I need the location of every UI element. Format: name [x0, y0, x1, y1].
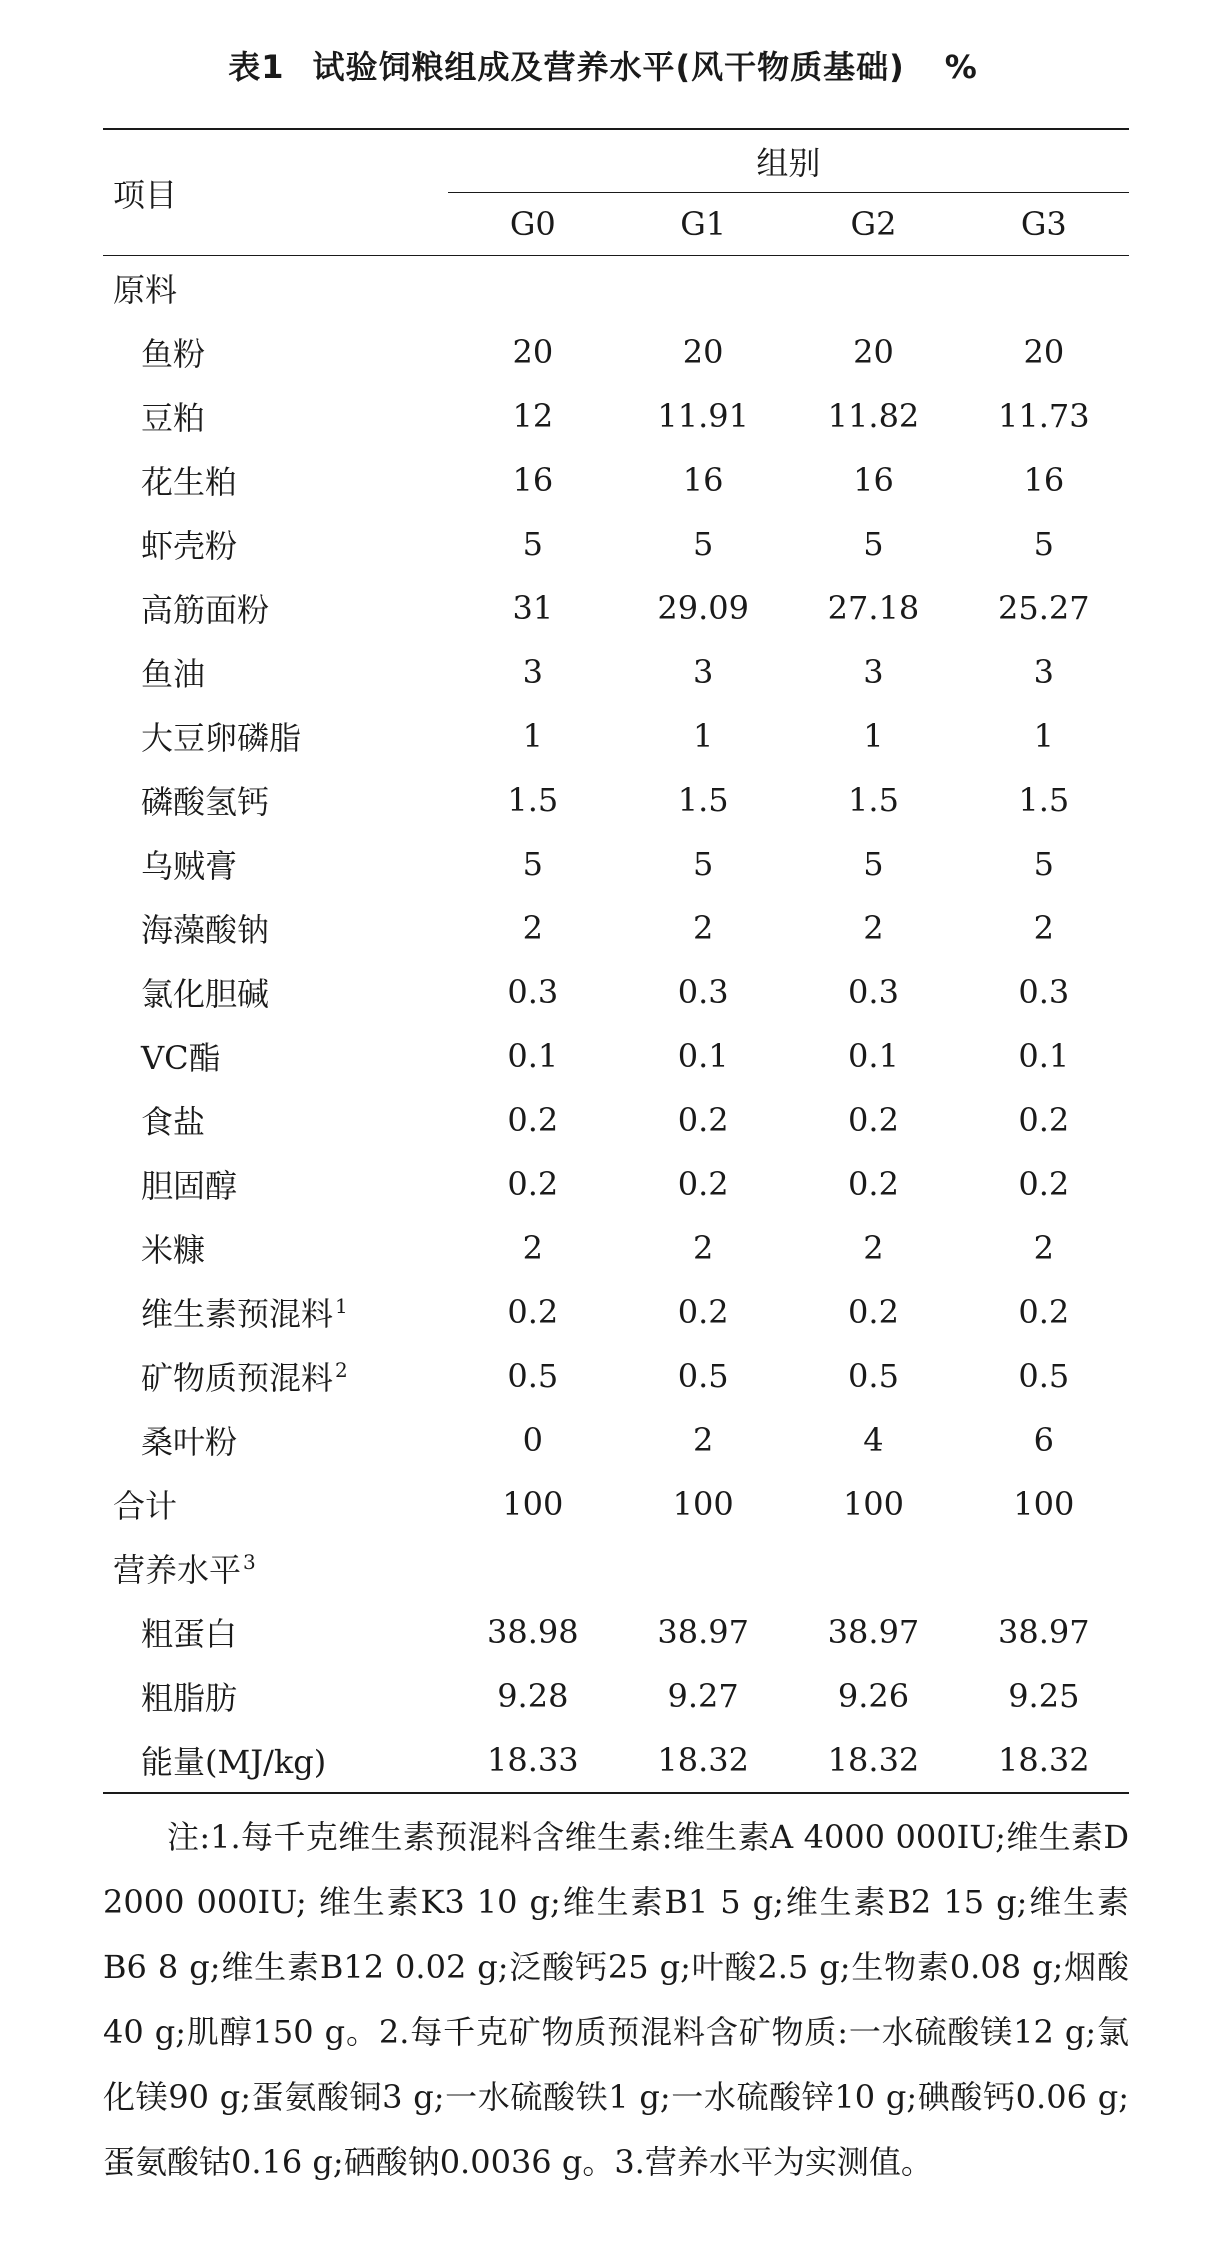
- value-cell: 100: [502, 1485, 564, 1523]
- row-label: [103, 1344, 448, 1408]
- row-label-text: 花生粕: [141, 463, 238, 501]
- row-label-text: 矿物质预混料: [141, 1359, 334, 1397]
- group-g0-header: G0: [448, 193, 618, 256]
- table-notes: [103, 1805, 1129, 2195]
- row-label-text: 鱼油: [141, 655, 206, 693]
- value-cell: 2: [1033, 1229, 1054, 1267]
- row-label-text: 乌贼膏: [141, 847, 238, 885]
- value-cell: 12: [512, 397, 554, 435]
- value-cell: 3: [522, 653, 543, 691]
- value-cell: 0: [522, 1421, 543, 1459]
- row-label-text: 大豆卵磷脂: [141, 719, 302, 757]
- value-cell: 100: [672, 1485, 734, 1523]
- value-cell: [959, 1536, 1129, 1600]
- section-row: [103, 1536, 1129, 1600]
- table-row: [103, 448, 1129, 512]
- value-cell: 0.2: [848, 1101, 899, 1139]
- table-row: [103, 512, 1129, 576]
- value-cell: 9.28: [497, 1677, 569, 1715]
- value-cell: 100: [1013, 1485, 1075, 1523]
- value-cell: 11.91: [657, 397, 749, 435]
- row-label: [103, 1600, 448, 1664]
- row-label: [103, 1024, 448, 1088]
- value-cell: 16: [1023, 461, 1065, 499]
- table-row: [103, 384, 1129, 448]
- value-cell: 2: [1033, 909, 1054, 947]
- row-label-text: 粗蛋白: [141, 1615, 238, 1653]
- value-cell: 5: [522, 525, 543, 563]
- row-label: [103, 1728, 448, 1793]
- row-label-text: 氯化胆碱: [141, 975, 270, 1013]
- value-cell: 11.73: [998, 397, 1090, 435]
- value-cell: 2: [692, 1421, 714, 1459]
- value-cell: 5: [1033, 525, 1054, 563]
- value-cell: 0.2: [1018, 1165, 1070, 1203]
- value-cell: 0.3: [848, 973, 899, 1011]
- value-cell: 38.97: [998, 1613, 1090, 1651]
- value-cell: 2: [863, 1229, 884, 1267]
- group-g3-header: G3: [959, 193, 1129, 256]
- row-label-text: 磷酸氢钙: [141, 783, 270, 821]
- row-label: [103, 512, 448, 576]
- notes-text: 注:1.每千克维生素预混料含维生素:维生素A 4000 000IU;维生素D 2000 000IU; 维生素K3 10 g;维生素B1 5 g;维生素B2 15 g;维生素B6 8 g;维生素B12 0.02 g;泛酸钙25 g;叶酸2.5 g;生物素0.08 g;烟酸40 g;肌醇150 g。2.每千克矿物质预混料含矿物质:一水硫酸镁12 g;氯化镁90 g;蛋氨酸铜3 g;一水硫酸铁1 g;一水硫酸锌10 g;碘酸钙0.06 g;蛋氨酸钴0.16 g;硒酸钠0.0036 g。3.营养水平为实测值。: [103, 1818, 1129, 2181]
- value-cell: 29.09: [657, 589, 749, 627]
- value-cell: 20: [682, 333, 724, 371]
- table-row: [103, 1216, 1129, 1280]
- table-title: 试验饲粮组成及营养水平(风干物质基础): [312, 48, 905, 86]
- table-row: [103, 576, 1129, 640]
- value-cell: 0.2: [848, 1293, 899, 1331]
- table-row: [103, 640, 1129, 704]
- value-cell: 38.97: [827, 1613, 920, 1651]
- row-label-text: 胆固醇: [141, 1167, 238, 1205]
- value-cell: 0.3: [1018, 973, 1070, 1011]
- value-cell: 27.18: [827, 589, 920, 627]
- table-row: [103, 896, 1129, 960]
- value-cell: 38.97: [657, 1613, 749, 1651]
- value-cell: 3: [1033, 653, 1054, 691]
- value-cell: 5: [863, 525, 884, 563]
- table-row: [103, 1344, 1129, 1408]
- value-cell: 3: [692, 653, 714, 691]
- section-row: [103, 256, 1129, 321]
- value-cell: 1.5: [848, 781, 899, 819]
- row-label-text: 高筋面粉: [141, 591, 270, 629]
- value-cell: 2: [863, 909, 884, 947]
- diet-composition-table: [103, 128, 1129, 1794]
- value-cell: 1.5: [677, 781, 729, 819]
- row-label-text: 桑叶粉: [141, 1423, 238, 1461]
- value-cell: 18.32: [959, 1728, 1129, 1793]
- value-cell: 0.1: [507, 1037, 559, 1075]
- table-caption: [0, 42, 1206, 88]
- row-label-text: 海藻酸钠: [141, 911, 270, 949]
- value-cell: [448, 256, 618, 321]
- value-cell: 1: [692, 717, 714, 755]
- group-g1-header: G1: [618, 193, 788, 256]
- table-row: [103, 1408, 1129, 1472]
- row-label-text: 米糠: [141, 1231, 206, 1269]
- table-row: [103, 1728, 1129, 1793]
- table-row: [103, 1088, 1129, 1152]
- row-label: [103, 1216, 448, 1280]
- value-cell: 0.2: [677, 1101, 729, 1139]
- row-label-text: 食盐: [141, 1103, 206, 1141]
- group-g2-header: G2: [788, 193, 958, 256]
- value-cell: 0.1: [677, 1037, 729, 1075]
- section-title-text: 营养水平: [113, 1551, 242, 1589]
- row-label-text: 维生素预混料: [141, 1295, 334, 1333]
- value-cell: 1.5: [1018, 781, 1070, 819]
- value-cell: 0.2: [677, 1165, 729, 1203]
- row-label-text: 虾壳粉: [141, 527, 238, 565]
- value-cell: 100: [842, 1485, 905, 1523]
- section-title: [103, 256, 448, 321]
- table-row: [103, 1152, 1129, 1216]
- value-cell: 18.32: [788, 1728, 958, 1793]
- value-cell: 20: [1023, 333, 1065, 371]
- value-cell: 0.1: [848, 1037, 899, 1075]
- value-cell: [959, 256, 1129, 321]
- section-row: [103, 1472, 1129, 1536]
- row-label-text: VC酯: [141, 1039, 221, 1077]
- value-cell: [788, 1536, 958, 1600]
- value-cell: 0.1: [1018, 1037, 1070, 1075]
- table-row: [103, 1600, 1129, 1664]
- row-label: [103, 704, 448, 768]
- footnote-marker: 3: [243, 1550, 256, 1575]
- table-body: [103, 129, 1129, 1793]
- item-header: 项目: [103, 129, 448, 256]
- value-cell: 9.27: [667, 1677, 739, 1715]
- value-cell: 6: [1033, 1421, 1054, 1459]
- table-row: [103, 320, 1129, 384]
- table-number: 表1: [228, 48, 285, 86]
- value-cell: 0.3: [507, 973, 559, 1011]
- value-cell: 1: [522, 717, 543, 755]
- value-cell: 5: [1033, 845, 1054, 883]
- value-cell: 16: [853, 461, 894, 499]
- value-cell: 0.2: [1018, 1101, 1070, 1139]
- row-label-text: 粗脂肪: [141, 1679, 238, 1717]
- row-label-text: 豆粕: [141, 399, 206, 437]
- row-label: [103, 1088, 448, 1152]
- value-cell: 5: [522, 845, 543, 883]
- row-label: [103, 832, 448, 896]
- value-cell: 1.5: [507, 781, 559, 819]
- row-label-text: 能量(MJ/kg): [141, 1743, 327, 1781]
- table-unit: %: [944, 48, 978, 86]
- table-row: [103, 1664, 1129, 1728]
- value-cell: [618, 256, 788, 321]
- row-label: [103, 1408, 448, 1472]
- value-cell: 0.3: [677, 973, 729, 1011]
- row-label: [103, 960, 448, 1024]
- value-cell: 0.5: [677, 1357, 729, 1395]
- row-label: [103, 1664, 448, 1728]
- value-cell: 0.5: [1018, 1357, 1070, 1395]
- value-cell: 38.98: [487, 1613, 579, 1651]
- value-cell: 1: [863, 717, 884, 755]
- row-label: [103, 576, 448, 640]
- value-cell: 1: [1033, 717, 1054, 755]
- row-label: [103, 640, 448, 704]
- row-label: [103, 320, 448, 384]
- value-cell: 2: [522, 909, 543, 947]
- section-title: [103, 1472, 448, 1536]
- value-cell: [788, 256, 958, 321]
- value-cell: 0.2: [507, 1293, 559, 1331]
- value-cell: 2: [522, 1229, 543, 1267]
- footnote-marker: 2: [335, 1358, 348, 1383]
- value-cell: 16: [512, 461, 554, 499]
- value-cell: 0.2: [507, 1165, 559, 1203]
- value-cell: 9.25: [1008, 1677, 1080, 1715]
- row-label: [103, 1280, 448, 1344]
- value-cell: 4: [863, 1421, 884, 1459]
- value-cell: 11.82: [827, 397, 920, 435]
- table-row: [103, 1280, 1129, 1344]
- value-cell: 2: [692, 909, 714, 947]
- value-cell: 18.32: [618, 1728, 788, 1793]
- value-cell: 16: [682, 461, 724, 499]
- row-label: [103, 896, 448, 960]
- table-row: [103, 832, 1129, 896]
- table-row: [103, 704, 1129, 768]
- value-cell: 0.2: [677, 1293, 729, 1331]
- value-cell: 0.2: [507, 1101, 559, 1139]
- value-cell: 0.5: [848, 1357, 899, 1395]
- value-cell: 20: [853, 333, 894, 371]
- table-row: [103, 768, 1129, 832]
- table-row: [103, 960, 1129, 1024]
- value-cell: 0.5: [507, 1357, 559, 1395]
- row-label-text: 鱼粉: [141, 335, 206, 373]
- value-cell: 5: [692, 845, 714, 883]
- row-label: [103, 448, 448, 512]
- header-row-1: [103, 129, 1129, 193]
- value-cell: 0.2: [848, 1165, 899, 1203]
- value-cell: 20: [512, 333, 554, 371]
- row-label: [103, 1152, 448, 1216]
- section-title: [103, 1536, 448, 1600]
- value-cell: 2: [692, 1229, 714, 1267]
- value-cell: 9.26: [837, 1677, 910, 1715]
- value-cell: 0.2: [1018, 1293, 1070, 1331]
- row-label: [103, 384, 448, 448]
- value-cell: 3: [863, 653, 884, 691]
- value-cell: 31: [512, 589, 554, 627]
- group-header: 组别: [448, 129, 1129, 193]
- section-title-text: 合计: [113, 1487, 178, 1525]
- value-cell: 5: [692, 525, 714, 563]
- footnote-marker: 1: [335, 1294, 348, 1319]
- value-cell: [448, 1536, 618, 1600]
- value-cell: 18.33: [448, 1728, 618, 1793]
- row-label: [103, 768, 448, 832]
- table-row: [103, 1024, 1129, 1088]
- value-cell: 5: [863, 845, 884, 883]
- section-title-text: 原料: [113, 271, 178, 309]
- value-cell: [618, 1536, 788, 1600]
- value-cell: 25.27: [998, 589, 1090, 627]
